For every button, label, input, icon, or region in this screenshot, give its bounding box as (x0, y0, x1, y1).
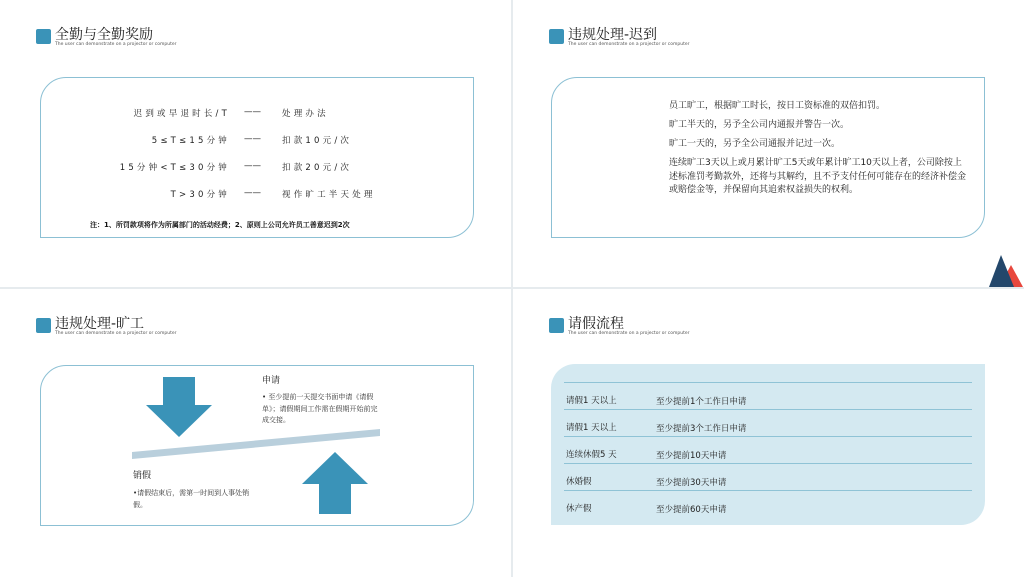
table-row (564, 436, 972, 463)
slide-violation-absent[interactable] (0, 289, 511, 577)
notice-period: 至少提前60天申请 (656, 505, 727, 515)
slide-subtitle: The user can demonstrate on a projector or computer (55, 42, 177, 47)
slide-title: 全勤与全勤奖励 (55, 27, 153, 43)
up-arrow-icon (302, 452, 368, 514)
slide-title: 违规处理-旷工 (55, 316, 145, 332)
notice-period: 至少提前10天申请 (656, 451, 727, 461)
slide-leave-process[interactable] (513, 289, 1024, 577)
rule-paragraph: 旷工半天的，另予全公司内通报并警告一次。 (669, 120, 850, 130)
rule-paragraph: 连续旷工3天以上或月累计旷工5天或年累计旷工10天以上者，公司除按上述标准罚考勤款外，还将与其解约，且不予支付任何可能存在的经济补偿金或赔偿金等，并保留向其追索权益损失的权利。 (669, 158, 967, 195)
slide-violation-late[interactable] (513, 0, 1024, 287)
apply-text: • 至少提前一天提交书面申请《请假单》；请假期间工作需在假期开始前完成交接。 (262, 393, 378, 424)
rule-paragraph: 旷工一天的，另予全公司通报并记过一次。 (669, 139, 841, 149)
table-row (564, 382, 972, 409)
leave-type: 休婚假 (566, 477, 592, 487)
slide-subtitle: The user can demonstrate on a projector or computer (568, 331, 690, 336)
slide-attendance-rewards[interactable] (0, 0, 511, 287)
dash-cell: —— (244, 161, 261, 171)
condition-cell: 15分钟<T≤30分钟 (119, 163, 230, 173)
leave-type: 休产假 (566, 504, 592, 514)
slide-subtitle: The user can demonstrate on a projector or computer (568, 42, 690, 47)
dash-cell: —— (244, 134, 261, 144)
table-row (564, 409, 972, 436)
notice-period: 至少提前3个工作日申请 (656, 424, 747, 434)
title-marker (36, 29, 51, 44)
content-frame (40, 77, 474, 238)
down-arrow-icon (146, 377, 212, 437)
footnote: 注：1、所罚款项将作为所属部门的活动经费；2、原则上公司允许员工善意迟到2次 (90, 221, 350, 229)
slide-subtitle: The user can demonstrate on a projector or computer (55, 331, 177, 336)
slide-title: 请假流程 (568, 316, 624, 332)
title-marker (549, 29, 564, 44)
leave-type: 请假1 天以上 (566, 396, 617, 406)
penalty-cell: 扣款10元/次 (282, 136, 353, 146)
title-marker (549, 318, 564, 333)
dash-cell: —— (244, 188, 261, 198)
leave-type: 请假1 天以上 (566, 423, 617, 433)
table-row (564, 463, 972, 490)
cancel-text: •请假结束后，需第一时间到人事处销假。 (133, 489, 250, 509)
condition-cell: 迟到或早退时长/T (133, 109, 230, 119)
penalty-cell: 视作旷工半天处理 (282, 190, 376, 200)
leave-type: 连续休假5 天 (566, 450, 617, 460)
notice-period: 至少提前1个工作日申请 (656, 397, 747, 407)
notice-period: 至少提前30天申请 (656, 478, 727, 488)
apply-label: 申请 (262, 376, 281, 386)
rule-paragraph: 员工旷工，根据旷工时长，按日工资标准的双倍扣罚。 (669, 101, 886, 111)
dash-cell: —— (244, 107, 261, 117)
condition-cell: 5≤T≤15分钟 (151, 136, 230, 146)
title-marker (36, 318, 51, 333)
penalty-cell: 处理办法 (282, 109, 329, 119)
corner-triangles-decoration (987, 248, 1024, 287)
condition-cell: T>30分钟 (170, 190, 230, 200)
cancel-label: 销假 (133, 471, 152, 481)
table-row (564, 490, 972, 517)
slide-title: 违规处理-迟到 (568, 27, 658, 43)
penalty-cell: 扣款20元/次 (282, 163, 353, 173)
